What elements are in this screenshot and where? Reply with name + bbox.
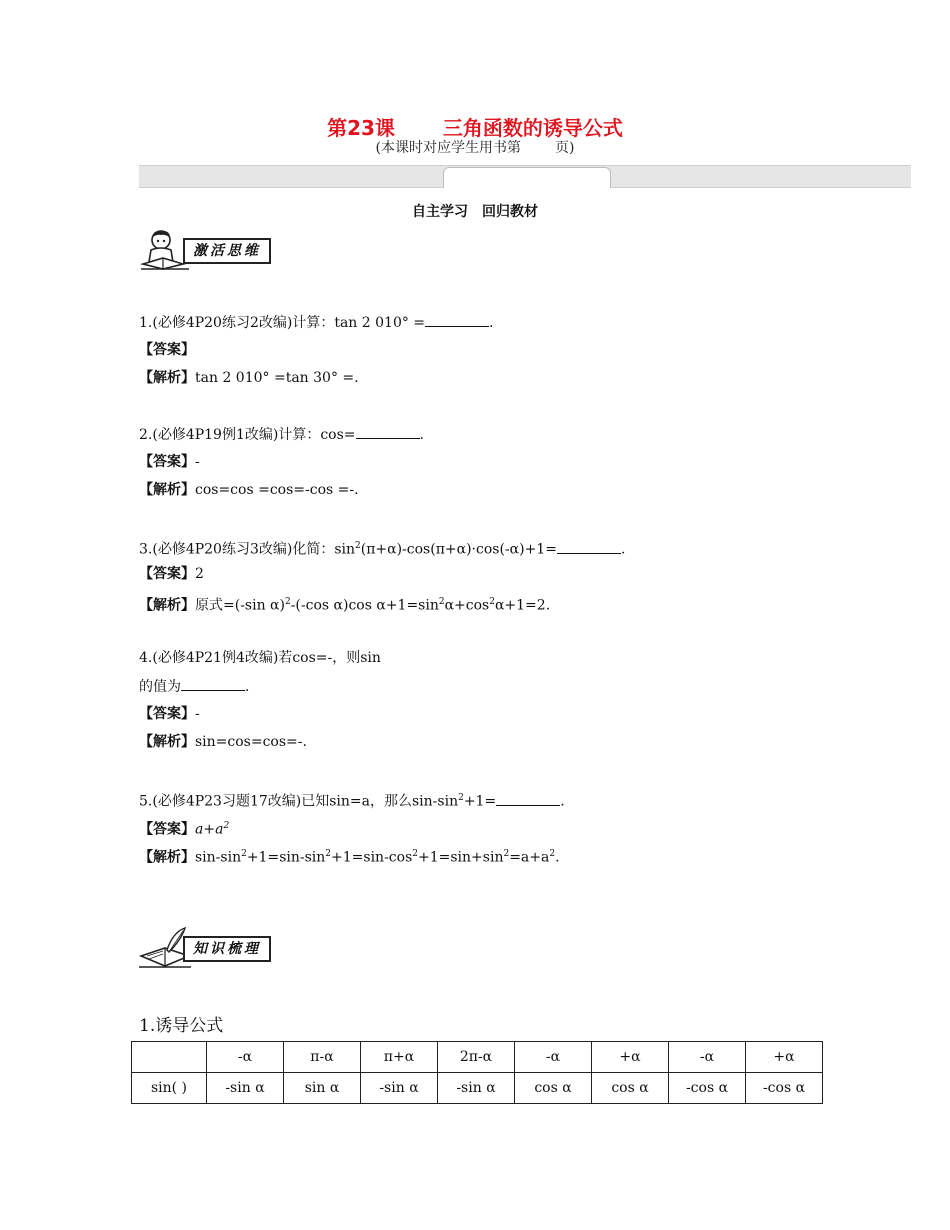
- analysis-label: 【解析】: [139, 597, 195, 614]
- superscript: 2: [489, 597, 495, 607]
- question-2-answer: [139, 452, 200, 472]
- question-end: .: [419, 427, 424, 443]
- table-row: [132, 1073, 823, 1104]
- question-2: [139, 424, 424, 445]
- question-1-analysis: [139, 368, 359, 388]
- section-heading-left: 自主学习: [412, 204, 468, 220]
- analysis-text-b: -(-cos α)cos α+1=sin: [290, 597, 439, 614]
- answer-label: 【答案】: [139, 566, 195, 582]
- answer-blank: [356, 424, 420, 439]
- analysis-text: tan 2 010° =tan 30° =.: [195, 370, 359, 386]
- activate-thinking-label: 激活思维: [183, 238, 271, 264]
- table-cell: -cos α: [746, 1073, 823, 1104]
- answer-blank: [557, 539, 621, 554]
- analysis-label: 【解析】: [139, 370, 195, 386]
- superscript: 2: [549, 849, 556, 859]
- analysis-text: cos=cos =cos=-cos =-.: [195, 482, 359, 498]
- table-cell: cos α: [515, 1073, 592, 1104]
- analysis-label: 【解析】: [139, 734, 195, 750]
- question-1-answer: [139, 340, 195, 360]
- superscript: 2: [503, 849, 510, 859]
- table-header-row: [132, 1042, 823, 1073]
- question-3-stem-a: 3.(必修4P20练习3改编)化简：sin: [139, 541, 356, 558]
- knowledge-review-badge: [139, 926, 289, 968]
- answer-label: 【答案】: [139, 342, 195, 358]
- table-header-cell: -α: [669, 1042, 746, 1073]
- answer-value: a+a: [195, 821, 224, 838]
- analysis-text-5: =a+a: [509, 849, 550, 866]
- question-4-line2: [139, 676, 249, 697]
- question-5-analysis: [139, 844, 560, 868]
- table-cell: -sin α: [438, 1073, 515, 1104]
- question-3-analysis: [139, 592, 550, 616]
- header-tab: [443, 167, 611, 188]
- analysis-text-d: α+1=2.: [494, 597, 551, 614]
- analysis-text-2: +1=sin-sin: [246, 849, 326, 866]
- question-4-stem-line2: 的值为: [139, 679, 181, 695]
- section-heading: [0, 201, 950, 221]
- answer-label: 【答案】: [139, 821, 195, 838]
- subtitle-right: 页): [555, 140, 575, 156]
- table-header-cell: +α: [746, 1042, 823, 1073]
- lesson-number: 第23课: [327, 116, 395, 140]
- question-2-stem: 2.(必修4P19例1改编)计算：cos=: [139, 427, 356, 443]
- superscript: 2: [355, 541, 361, 551]
- analysis-text-1: sin-sin: [195, 849, 242, 866]
- answer-label: 【答案】: [139, 454, 195, 470]
- table-cell: sin( ): [132, 1073, 207, 1104]
- page-subtitle: [0, 137, 950, 157]
- answer-label: 【答案】: [139, 706, 195, 722]
- superscript: 2: [241, 849, 247, 859]
- section-heading-right: 回归教材: [482, 204, 538, 220]
- question-3-stem-b: (π+α)-cos(π+α)·cos(-α)+1=: [360, 541, 557, 558]
- answer-blank: [496, 791, 560, 806]
- answer-value: 2: [195, 566, 204, 582]
- formula-section-title: 1.诱导公式: [139, 1016, 224, 1036]
- question-4-stem-line1: 4.(必修4P21例4改编)若cos=-，则sin: [139, 650, 381, 666]
- answer-value: -: [195, 706, 200, 722]
- analysis-text-a: 原式=(-sin α): [195, 597, 285, 614]
- knowledge-review-label: 知识梳理: [183, 936, 271, 962]
- superscript: 2: [223, 821, 230, 831]
- analysis-text-c: α+cos: [444, 597, 490, 614]
- table-header-cell: +α: [592, 1042, 669, 1073]
- question-4-analysis: [139, 732, 307, 752]
- superscript: 2: [325, 849, 332, 859]
- question-3-answer: [139, 564, 204, 584]
- superscript: 2: [438, 597, 445, 607]
- answer-blank: [181, 676, 245, 691]
- answer-value: -: [195, 454, 200, 470]
- table-header-cell: -α: [207, 1042, 284, 1073]
- table-header-cell: [132, 1042, 207, 1073]
- superscript: 2: [412, 849, 418, 859]
- question-end: .: [620, 541, 626, 558]
- analysis-text-4: +1=sin+sin: [418, 849, 504, 866]
- induction-formula-table: [131, 1041, 823, 1104]
- question-5-answer: [139, 816, 229, 840]
- question-5: [139, 788, 565, 812]
- analysis-label: 【解析】: [139, 482, 195, 498]
- question-4: [139, 648, 381, 668]
- analysis-text: sin=cos=cos=-.: [195, 734, 307, 750]
- table-header-cell: π-α: [284, 1042, 361, 1073]
- superscript: 2: [458, 793, 464, 803]
- table-cell: -cos α: [669, 1073, 746, 1104]
- question-end: .: [560, 793, 565, 810]
- table-cell: sin α: [284, 1073, 361, 1104]
- superscript: 2: [284, 597, 291, 607]
- question-4-answer: [139, 704, 200, 724]
- question-3: [139, 536, 625, 560]
- activate-thinking-badge: [139, 228, 285, 270]
- lesson-title: 三角函数的诱导公式: [442, 116, 623, 140]
- analysis-label: 【解析】: [139, 849, 195, 866]
- table-header-cell: 2π-α: [438, 1042, 515, 1073]
- question-1-stem: 1.(必修4P20练习2改编)计算：tan 2 010° =: [139, 315, 426, 331]
- question-end: .: [245, 679, 250, 695]
- question-2-analysis: [139, 480, 359, 500]
- analysis-text-6: .: [555, 849, 560, 866]
- table-cell: cos α: [592, 1073, 669, 1104]
- table-cell: -sin α: [207, 1073, 284, 1104]
- question-5-stem-b: +1=: [463, 793, 497, 810]
- table-header-cell: π+α: [361, 1042, 438, 1073]
- analysis-text-3: +1=sin-cos: [331, 849, 413, 866]
- table-cell: -sin α: [361, 1073, 438, 1104]
- question-end: .: [489, 315, 494, 331]
- question-1: [139, 312, 493, 333]
- subtitle-left: (本课时对应学生用书第: [375, 140, 521, 156]
- table-header-cell: -α: [515, 1042, 592, 1073]
- question-5-stem-a: 5.(必修4P23习题17改编)已知sin=a，那么sin-sin: [139, 793, 459, 810]
- answer-blank: [425, 312, 489, 327]
